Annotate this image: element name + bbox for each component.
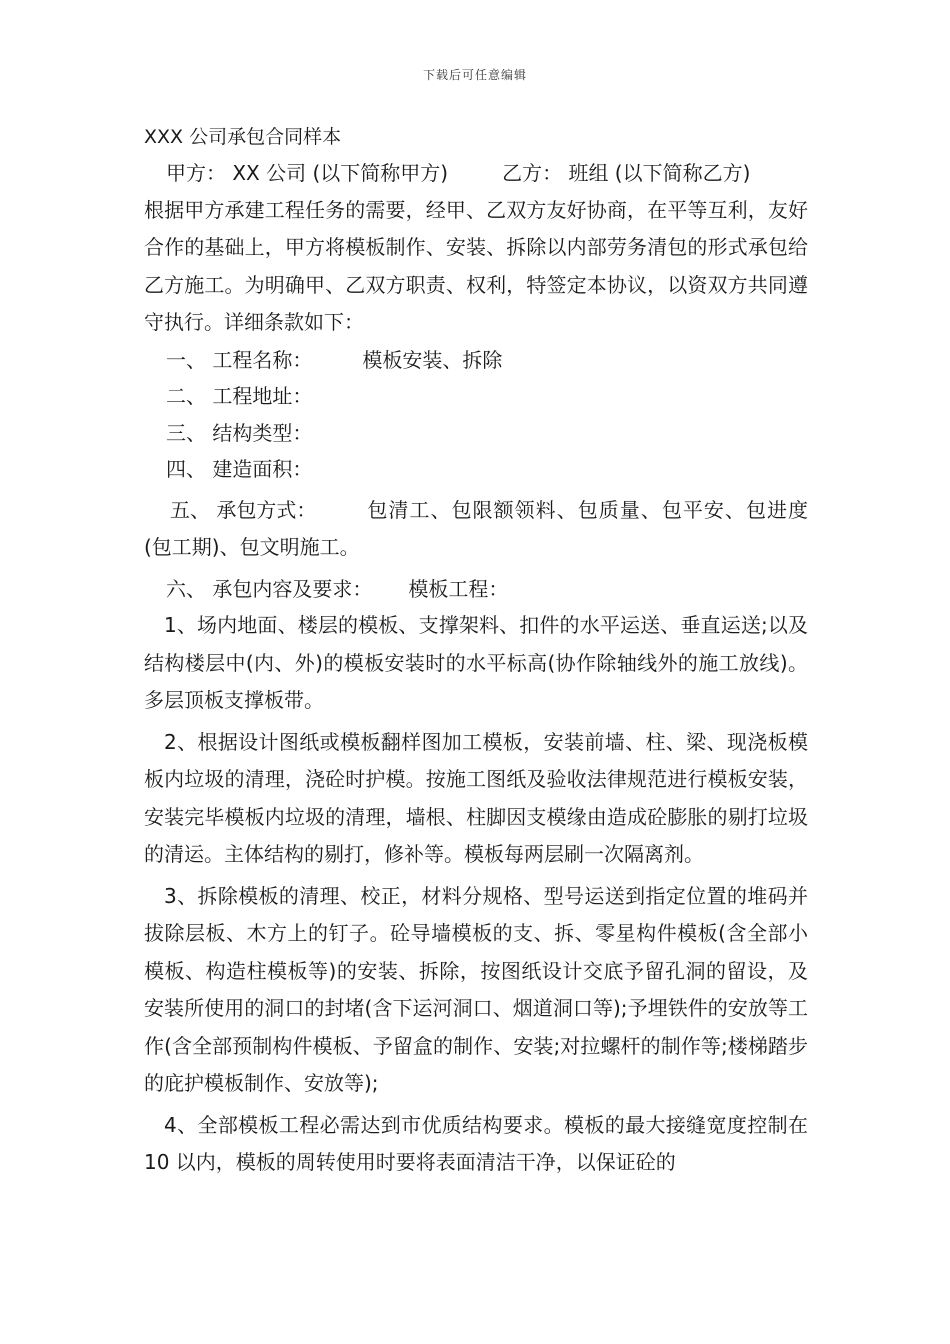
clause-3-text: 3、拆除模板的清理、校正，材料分规格、型号运送到指定位置的堆码并拔除层板、木方上的钉子。砼导墙模板的支、拆、零星构件模板(含全部小模板、构造柱模板等)的安装、拆除，按图纸设计交底予留孔洞的留设，及安装所使用的洞口的封堵(含下运河洞口、烟道洞口等);予埋铁件的安放等工作(含全部预制构件模板、予留盒的制作、安装;对拉螺杆的制作等;楼梯踏步的庇护模板制作、安放等); <box>144 883 808 1095</box>
item-five-label: 五、 承包方式： <box>170 497 317 522</box>
item-six-value: 模板工程： <box>408 576 509 601</box>
clause-4 <box>144 1107 808 1182</box>
contract-title: XXX 公司承包合同样本 <box>144 126 342 148</box>
item-six-label: 六、 承包内容及要求： <box>166 576 373 601</box>
item-four-label: 四、 建造面积： <box>166 457 313 481</box>
clause-4-text: 4、全部模板工程必需达到市优质结构要求。模板的最大接缝宽度控制在 10 以内，模板的周转使用时要将表面清洁干净，以保证砼的 <box>144 1112 808 1174</box>
item-five-value: 包清工、包限额领料、包质量、包平安、包进度(包工期)、包文明施工。 <box>144 497 808 559</box>
party-b: 乙方： 班组 (以下简称乙方) <box>502 161 751 185</box>
contract-body <box>144 119 808 1182</box>
intro-paragraph: 根据甲方承建工程任务的需要，经甲、乙双方友好协商，在平等互利，友好合作的基础上，甲方将模板制作、安装、拆除以内部劳务清包的形式承包给乙方施工。为明确甲、乙双方职责、权利，特签定本协议，以资双方共同遵守执行。详细条款如下： <box>144 197 808 334</box>
item-one-value: 模板安装、拆除 <box>362 347 503 372</box>
item-one-label: 一、 工程名称： <box>166 347 313 372</box>
item-four <box>144 451 808 488</box>
item-five <box>144 492 808 567</box>
clause-2-text: 2、根据设计图纸或模板翻样图加工模板，安装前墙、柱、梁、现浇板模板内垃圾的清理，浇砼时护模。按施工图纸及验收法律规范进行模板安装，安装完毕模板内垃圾的清理，墙根、柱脚因支模缘由造成砼膨胀的剔打垃圾的清运。主体结构的剔打，修补等。模板每两层刷一次隔离剂。 <box>144 729 808 866</box>
clause-3 <box>144 878 808 1103</box>
item-two <box>144 378 808 415</box>
clause-1 <box>144 607 808 720</box>
item-three <box>144 415 808 452</box>
item-one <box>144 342 808 379</box>
clause-1-text: 1、场内地面、楼层的模板、支撑架料、扣件的水平运送、垂直运送;以及结构楼层中(内、外)的模板安装时的水平标高(协作除轴线外的施工放线)。多层顶板支撑板带。 <box>144 613 808 712</box>
item-three-label: 三、 结构类型： <box>166 420 313 445</box>
parties-line <box>144 155 808 192</box>
item-two-label: 二、 工程地址： <box>166 384 313 408</box>
clause-2 <box>144 724 808 874</box>
item-six <box>144 571 808 608</box>
party-a: 甲方： XX 公司 (以下简称甲方) <box>166 161 449 185</box>
header-note: 下载后可任意编辑 <box>422 68 527 82</box>
